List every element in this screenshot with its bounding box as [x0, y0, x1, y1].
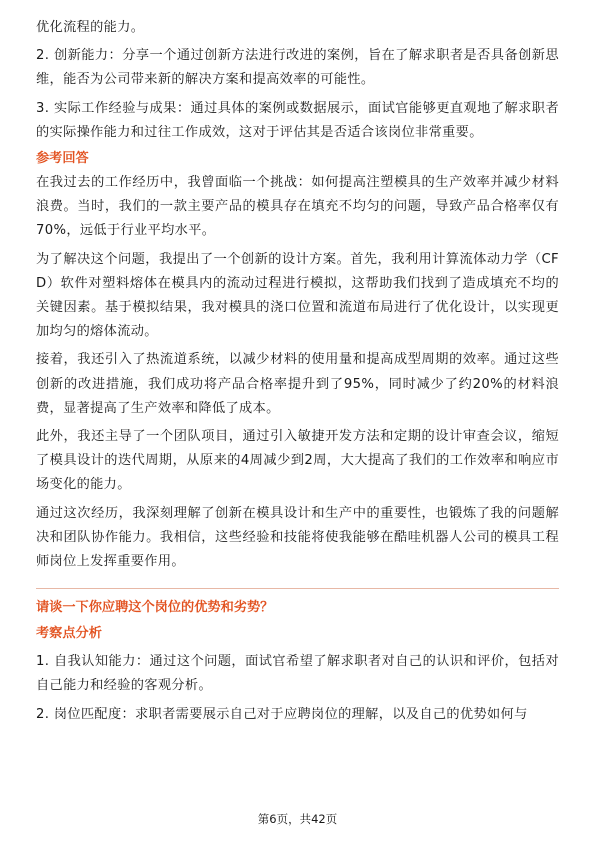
answer-paragraph-4: 此外，我还主导了一个团队项目，通过引入敏捷开发方法和定期的设计审查会议，缩短了模具设计的迭代周期，从原来的4周减少到2周，大大提高了我们的工作效率和响应市场变化的能力。 [36, 429, 559, 493]
page-number: 第6页，共42页 [257, 812, 338, 826]
answer-paragraph-1: 在我过去的工作经历中，我曾面临一个挑战：如何提高注塑模具的生产效率并减少材料浪费。当时，我们的一款主要产品的模具存在填充不均匀的问题，导致产品合格率仅有70%，远低于行业平均水平。 [36, 175, 559, 239]
document-body [36, 16, 559, 727]
analysis-point-2: 2. 岗位匹配度：求职者需要展示自己对于应聘岗位的理解，以及自己的优势如何与 [36, 706, 528, 722]
answer-paragraph-2: 为了解决这个问题，我提出了一个创新的设计方案。首先，我利用计算流体动力学（CFD）软件对塑料熔体在模具内的流动过程进行模拟，这帮助我们找到了造成填充不均的关键因素。基于模拟结果，我对模具的浇口位置和流道布局进行了优化设计，以实现更加均匀的熔体流动。 [36, 251, 559, 340]
analysis-heading: 考察点分析 [36, 626, 102, 642]
paragraph-point-3: 3. 实际工作经验与成果：通过具体的案例或数据展示，面试官能够更直观地了解求职者的实际操作能力和过往工作成效，这对于评估其是否适合该岗位非常重要。 [36, 100, 559, 140]
section-divider [36, 588, 559, 589]
question-heading: 请谈一下你应聘这个岗位的优势和劣势？ [36, 600, 274, 616]
paragraph-point-2: 2. 创新能力：分享一个通过创新方法进行改进的案例，旨在了解求职者是否具备创新思维，能否为公司带来新的解决方案和提高效率的可能性。 [36, 48, 559, 88]
analysis-point-1: 1. 自我认知能力：通过这个问题，面试官希望了解求职者对自己的认识和评价，包括对自己能力和经验的客观分析。 [36, 654, 559, 694]
reference-answer-heading: 参考回答 [36, 151, 89, 167]
paragraph-continuation: 优化流程的能力。 [36, 20, 145, 35]
answer-paragraph-3: 接着，我还引入了热流道系统，以减少材料的使用量和提高成型周期的效率。通过这些创新的改进措施，我们成功将产品合格率提升到了95%，同时减少了约20%的材料浪费，显著提高了生产效率和降低了成本。 [36, 352, 559, 416]
answer-paragraph-5: 通过这次经历，我深刻理解了创新在模具设计和生产中的重要性，也锻炼了我的问题解决和团队协作能力。我相信，这些经验和技能将使我能够在酷哇机器人公司的模具工程师岗位上发挥重要作用。 [36, 505, 559, 570]
